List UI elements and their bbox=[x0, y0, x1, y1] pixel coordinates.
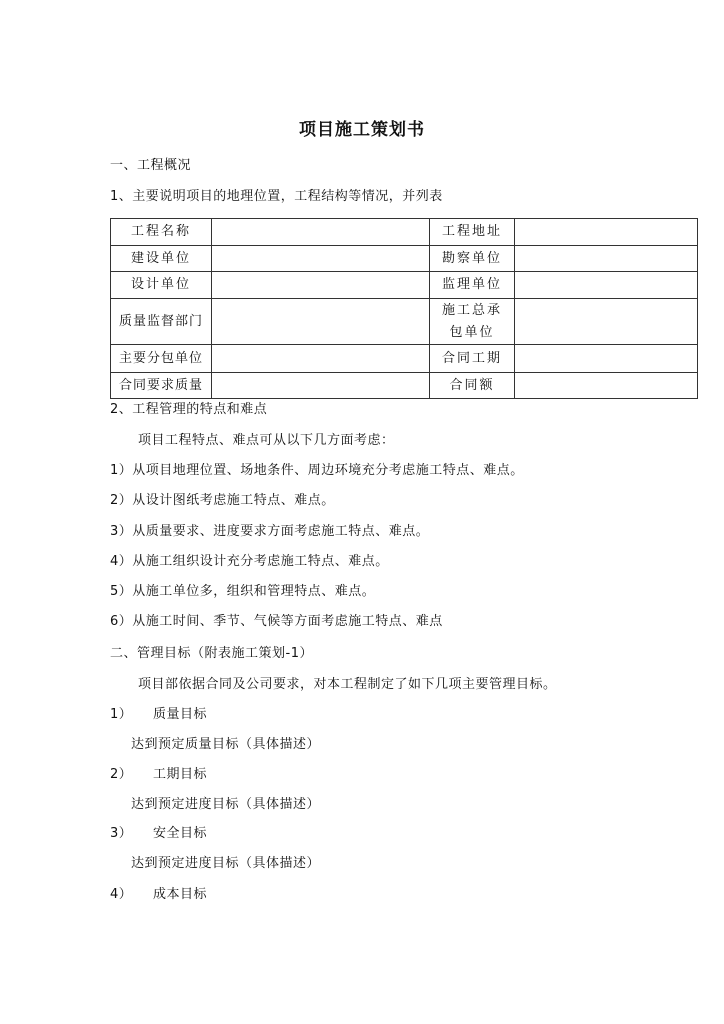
cell-label: 设计单位 bbox=[111, 272, 212, 299]
feature-point: 4）从施工组织设计充分考虑施工特点、难点。 bbox=[110, 554, 389, 569]
goal-number: 4） bbox=[110, 887, 133, 902]
goal-desc: 达到预定进度目标（具体描述） bbox=[131, 797, 321, 812]
cell-label: 质量监督部门 bbox=[111, 299, 212, 345]
cell-label: 建设单位 bbox=[111, 246, 212, 272]
cell-value bbox=[515, 373, 698, 399]
goal-desc: 达到预定进度目标（具体描述） bbox=[131, 856, 321, 871]
cell-value bbox=[515, 246, 698, 272]
cell-label: 合同额 bbox=[430, 373, 515, 399]
goal-name: 工期目标 bbox=[153, 767, 208, 782]
cell-value bbox=[212, 272, 430, 299]
goal-name: 安全目标 bbox=[153, 826, 208, 841]
feature-point: 3）从质量要求、进度要求方面考虑施工特点、难点。 bbox=[110, 524, 430, 539]
project-overview-table bbox=[110, 218, 698, 399]
cell-label: 工程名称 bbox=[111, 219, 212, 246]
goal-number: 2） bbox=[110, 767, 133, 782]
feature-point: 2）从设计图纸考虑施工特点、难点。 bbox=[110, 493, 335, 508]
section1-heading: 一、工程概况 bbox=[110, 158, 192, 173]
cell-value bbox=[212, 219, 430, 246]
goal-desc: 达到预定质量目标（具体描述） bbox=[131, 737, 321, 752]
cell-label: 合同要求质量 bbox=[111, 373, 212, 399]
section1-item2: 2、工程管理的特点和难点 bbox=[110, 402, 268, 417]
cell-label: 施工总承包单位 bbox=[430, 299, 515, 345]
cell-value bbox=[212, 246, 430, 272]
cell-label: 主要分包单位 bbox=[111, 345, 212, 373]
feature-point: 5）从施工单位多，组织和管理特点、难点。 bbox=[110, 584, 376, 599]
cell-label: 勘察单位 bbox=[430, 246, 515, 272]
feature-point: 6）从施工时间、季节、气候等方面考虑施工特点、难点 bbox=[110, 614, 443, 629]
section2-heading: 二、管理目标（附表施工策划-1） bbox=[110, 646, 313, 661]
cell-value bbox=[515, 345, 698, 373]
document-title: 项目施工策划书 bbox=[299, 120, 425, 140]
cell-value bbox=[515, 272, 698, 299]
goal-number: 3） bbox=[110, 826, 133, 841]
features-intro: 项目工程特点、难点可从以下几方面考虑： bbox=[138, 433, 395, 448]
cell-value bbox=[212, 299, 430, 345]
cell-label: 合同工期 bbox=[430, 345, 515, 373]
cell-value bbox=[212, 373, 430, 399]
section1-item1: 1、主要说明项目的地理位置，工程结构等情况，并列表 bbox=[110, 189, 443, 204]
goal-name: 成本目标 bbox=[153, 887, 208, 902]
cell-label: 工程地址 bbox=[430, 219, 515, 246]
feature-point: 1）从项目地理位置、场地条件、周边环境充分考虑施工特点、难点。 bbox=[110, 463, 524, 478]
goal-number: 1） bbox=[110, 707, 133, 722]
cell-value bbox=[515, 299, 698, 345]
cell-value bbox=[515, 219, 698, 246]
cell-label: 监理单位 bbox=[430, 272, 515, 299]
goal-name: 质量目标 bbox=[153, 707, 208, 722]
goals-intro: 项目部依据合同及公司要求，对本工程制定了如下几项主要管理目标。 bbox=[138, 677, 557, 692]
cell-value bbox=[212, 345, 430, 373]
